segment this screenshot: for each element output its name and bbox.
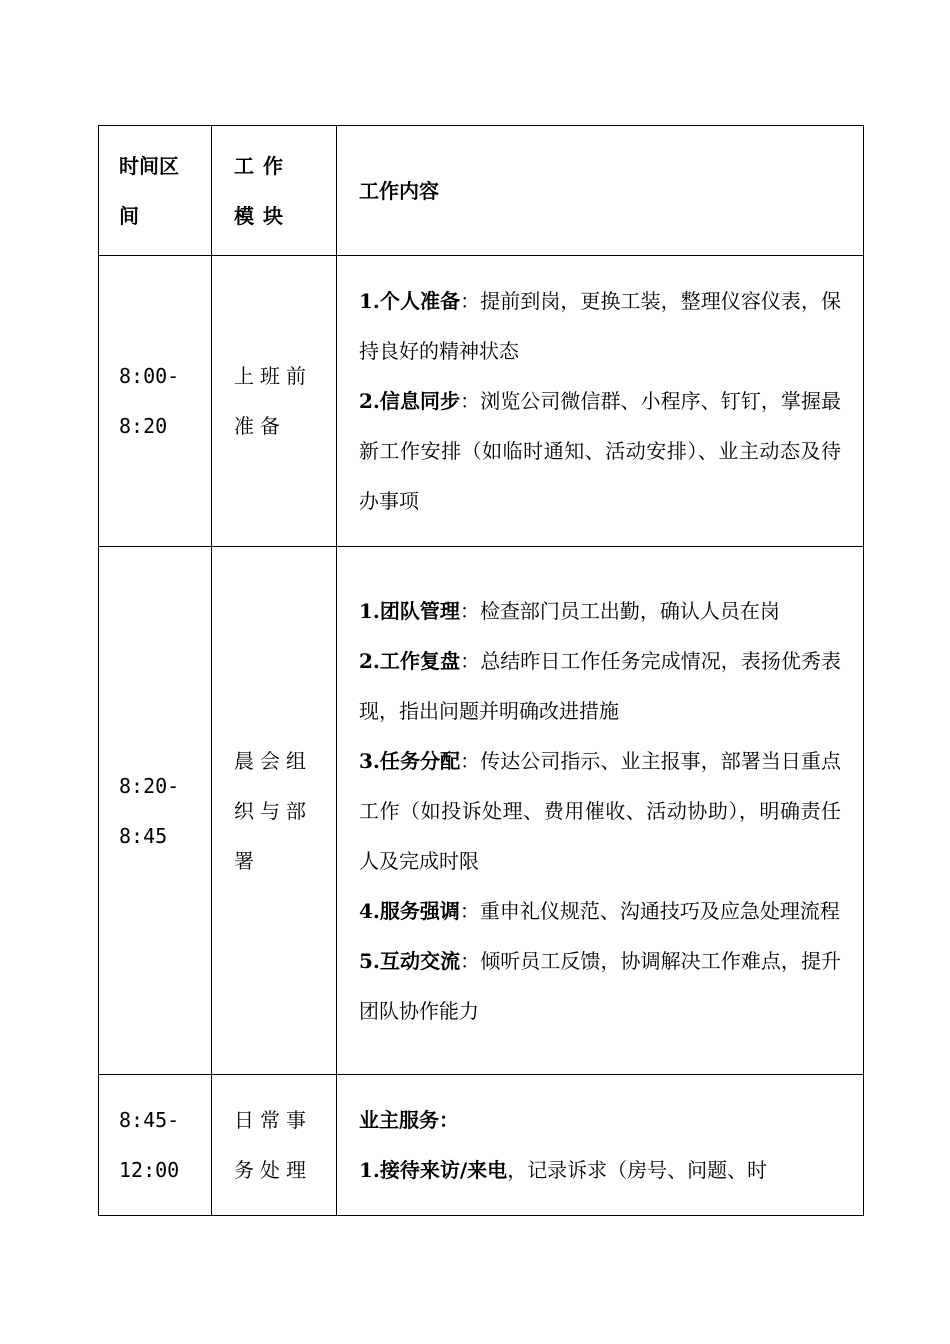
item-label: 1.个人准备 bbox=[359, 289, 461, 313]
section-title-text: 业主服务： bbox=[359, 1108, 459, 1132]
item-sep: ， bbox=[507, 1158, 528, 1182]
header-time: 时间区间 bbox=[99, 126, 212, 256]
item-label: 2.工作复盘 bbox=[359, 648, 461, 673]
item-sep: ： bbox=[460, 748, 481, 773]
content-item bbox=[359, 376, 841, 526]
content-item bbox=[359, 586, 841, 636]
header-module: 工作模块 bbox=[212, 126, 337, 256]
header-content: 工作内容 bbox=[337, 126, 864, 256]
content-item bbox=[359, 736, 841, 886]
row-time: 8:00-8:20 bbox=[99, 256, 212, 547]
item-text: 倾听员工反馈，协调解决工作难点，提升团队协作能力 bbox=[359, 948, 842, 1023]
item-text: 传达公司指示、业主报事，部署当日重点工作（如投诉处理、费用催收、活动协助），明确责任人及完成时限 bbox=[359, 748, 842, 873]
item-text: 检查部门员工出勤，确认人员在岗 bbox=[479, 598, 780, 623]
item-label: 1.团队管理 bbox=[359, 598, 460, 623]
content-item bbox=[359, 636, 841, 736]
content-item bbox=[359, 1145, 841, 1195]
row-content bbox=[337, 256, 864, 547]
item-label: 2.信息同步 bbox=[359, 389, 461, 413]
content-item bbox=[359, 886, 841, 936]
table-header-row bbox=[99, 126, 864, 256]
table-row bbox=[99, 547, 864, 1075]
item-text: 记录诉求（房号、问题、时 bbox=[527, 1158, 768, 1182]
row-module: 上班前准备 bbox=[212, 256, 337, 547]
item-sep: ： bbox=[460, 389, 481, 413]
table-row bbox=[99, 1075, 864, 1216]
content-item bbox=[359, 276, 841, 376]
schedule-table bbox=[98, 125, 864, 1216]
row-module: 日常事务处理 bbox=[212, 1075, 337, 1216]
item-label: 5.互动交流 bbox=[359, 948, 461, 973]
item-sep: ： bbox=[460, 289, 481, 313]
row-time: 8:45-12:00 bbox=[99, 1075, 212, 1216]
row-content bbox=[337, 547, 864, 1075]
item-label: 3.任务分配 bbox=[359, 748, 461, 773]
section-title bbox=[359, 1095, 841, 1145]
item-sep: ： bbox=[459, 598, 480, 623]
item-text: 浏览公司微信群、小程序、钉钉，掌握最新工作安排（如临时通知、活动安排）、业主动态及待办事项 bbox=[359, 389, 842, 513]
item-text: 提前到岗，更换工装，整理仪容仪表，保持良好的精神状态 bbox=[359, 289, 842, 363]
table-row bbox=[99, 256, 864, 547]
item-sep: ： bbox=[460, 648, 481, 673]
row-time: 8:20-8:45 bbox=[99, 547, 212, 1075]
row-module: 晨会组织与部署 bbox=[212, 547, 337, 1075]
content-item bbox=[359, 936, 841, 1036]
item-sep: ： bbox=[460, 948, 481, 973]
item-text: 总结昨日工作任务完成情况，表扬优秀表现，指出问题并明确改进措施 bbox=[359, 648, 842, 723]
item-label: 1.接待来访/来电 bbox=[359, 1158, 508, 1182]
item-label: 4.服务强调 bbox=[359, 898, 460, 923]
item-text: 重申礼仪规范、沟通技巧及应急处理流程 bbox=[479, 898, 840, 923]
item-sep: ： bbox=[459, 898, 480, 923]
row-content bbox=[337, 1075, 864, 1216]
